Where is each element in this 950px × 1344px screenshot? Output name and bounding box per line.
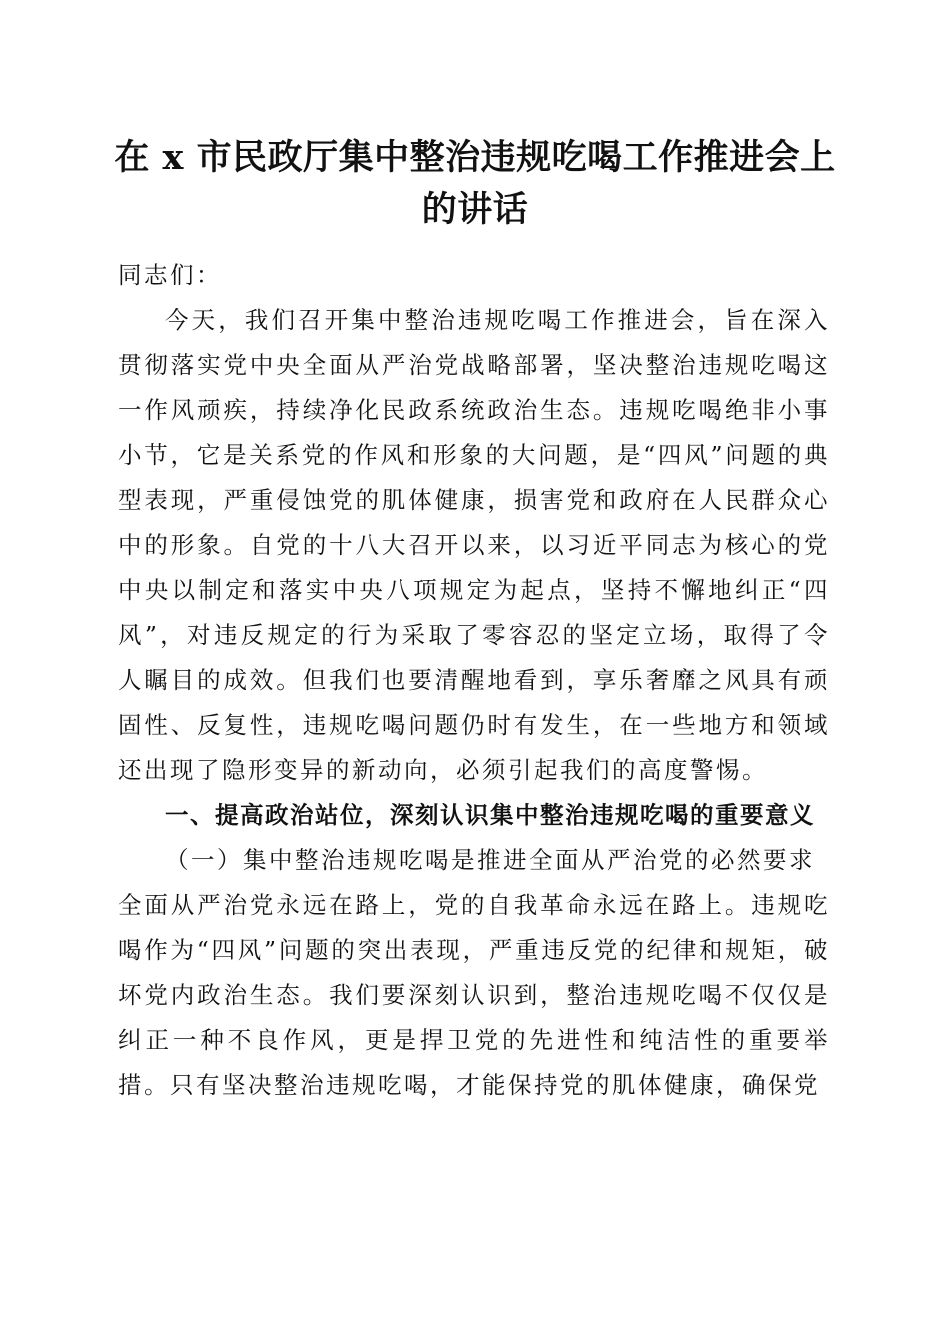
section-heading: 一、提高政治站位，深刻认识集中整治违规吃喝的重要意义 xyxy=(165,801,815,829)
document-title: 在 x 市民政厅集中整治违规吃喝工作推进会上的讲话 xyxy=(114,137,836,230)
subsection-paragraph: 全面从严治党永远在路上，党的自我革命永远在路上。违规吃喝作为“四风”问题的突出表现，严重违反党的纪律和规矩，破坏党内政治生态。我们要深刻认识到，整治违规吃喝不仅仅是纠正一种不良作风，更是捍卫党的先进性和纯洁性的重要举措。只有坚决整治违规吃喝，才能保持党的肌体健康，确保党 xyxy=(118,891,830,1099)
subsection-heading: （一）集中整治违规吃喝是推进全面从严治党的必然要求 xyxy=(165,846,815,874)
salutation: 同志们： xyxy=(118,261,222,289)
intro-paragraph: 今天，我们召开集中整治违规吃喝工作推进会，旨在深入贯彻落实党中央全面从严治党战略部署，坚决整治违规吃喝这一作风顽疾，持续净化民政系统政治生态。违规吃喝绝非小事小节，它是关系党的作风和形象的大问题，是“四风”问题的典型表现，严重侵蚀党的肌体健康，损害党和政府在人民群众心中的形象。自党的十八大召开以来，以习近平同志为核心的党中央以制定和落实中央八项规定为起点，坚持不懈地纠正“四风”，对违反规定的行为采取了零容忍的坚定立场，取得了令人瞩目的成效。但我们也要清醒地看到，享乐奢靡之风具有顽固性、反复性，违规吃喝问题仍时有发生，在一些地方和领域还出现了隐形变异的新动向，必须引起我们的高度警惕。 xyxy=(118,306,830,784)
document-body xyxy=(118,253,830,1108)
